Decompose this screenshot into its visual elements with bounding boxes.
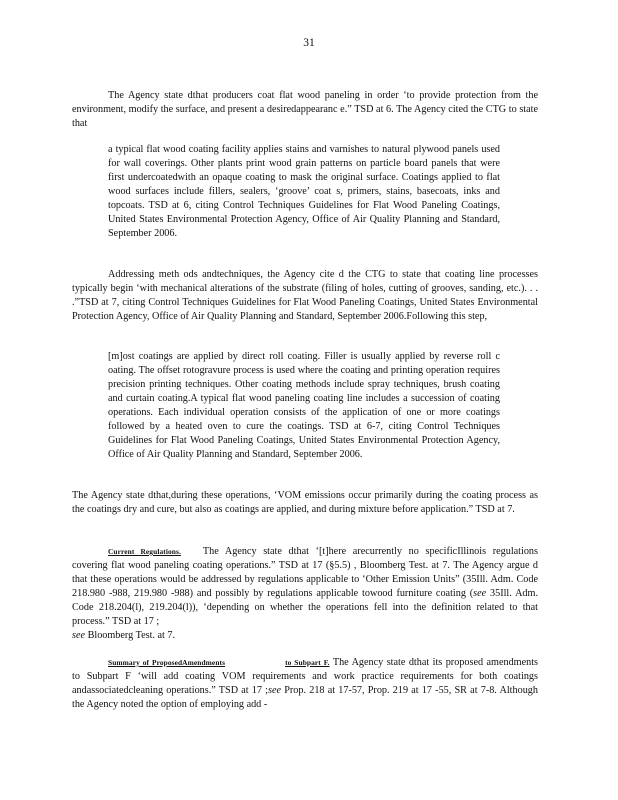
paragraph-producers-coat: The Agency state dthat producers coat flat wood paneling in order ‘to provide protection from the environment, modify the surface, and present a desiredappearanc e.” TSD at 6. The Agency cited the CTG to state that — [72, 90, 538, 129]
current-regulations-text-a: The Agency state dthat ‘[t]here arecurrently no specificIllinois regulations covering flat wood paneling coating operations.” TSD at 17 (§5.5) , Bloomberg Test. at 7. The Agency argue d that these operations would be addressed by regulations applicable to ‘Other Emission Units” (35Ill. Adm. Code 218.980 -988, 219.980 -988) and possibly by regulations applicable towood furniture coating ( — [72, 546, 538, 599]
summary-text-b: Prop. 218 at 17-57, Prop. 219 at 17 -55, SR at 7-8. Although the Agency noted the option of employing add - — [72, 685, 538, 710]
see-signal: see — [473, 588, 487, 599]
heading-subpart-f: to Subpart F. — [285, 658, 330, 667]
heading-current-regulations: Current Regulations. — [108, 547, 181, 556]
page-number: 31 — [303, 37, 315, 49]
paragraph-current-regulations — [72, 545, 538, 643]
see-signal: see — [72, 630, 86, 641]
paragraph-summary-amendments — [72, 656, 538, 712]
summary-text-a: The Agency state dthat its proposed amendments to Subpart F ‘will add coating VOM requirements and work practice requirements for both coatings andassociatedcleaning operations.” TSD at 17 ; — [72, 657, 539, 696]
current-regulations-text-b: 35Ill. Adm. Code 218.204(l), 219.204(l)), ‘depending on whether the operations fell into the definition related to that process.” TSD at 17 ; — [72, 588, 538, 627]
current-regulations-text-c: Bloomberg Test. at 7. — [85, 630, 176, 641]
block-quote-facility: a typical flat wood coating facility applies stains and varnishes to natural plywood panels used for wall coverings. Other plants print wood grain patterns on particle board panels that were first undercoatedwith an opaque coating to mask the original surface. Coatings applied to flat wood surfaces include fillers, sealers, ‘groove’ coat s, primers, stains, basecoats, inks and topcoats. TSD at 6, citing Control Techniques Guidelines for Flat Wood Paneling Coatings, United States Environmental Protection Agency, Office of Air Quality Planning and Standard, September 2006. — [108, 144, 500, 239]
heading-summary-amendments: Summary of ProposedAmendments — [108, 658, 226, 667]
paragraph-methods-techniques: Addressing meth ods andtechniques, the Agency cite d the CTG to state that coating line processes typically begin ‘with mechanical alterations of the substrate (filing of holes, cutting of grooves, sanding, etc.). . . .”TSD at 7, citing Control Techniques Guidelines for Flat Wood Paneling Coatings, United States Environmental Protection Agency, Office of Air Quality Planning and Standard, September 2006.Following this step, — [72, 269, 538, 322]
see-signal: see — [268, 685, 282, 696]
block-quote-roll-coating: [m]ost coatings are applied by direct roll coating. Filler is usually applied by reverse roll c oating. The offset rotogravure process is used where the coating and printing operation requires precision printing techniques. Other coating methods include spray techniques, brush coating and curtain coating.A typical flat wood paneling coating line includes a succession of coating operations. Each individual operation consists of the application of one or more coatings followed by a heated oven to cure the coatings. TSD at 6-7, citing Control Techniques Guidelines for Flat Wood Paneling Coatings, United States Environmental Protection Agency, Office of Air Quality Planning and Standard, September 2006. — [108, 351, 500, 460]
paragraph-vom-emissions: The Agency state dthat,during these operations, ‘VOM emissions occur primarily during the coating process as the coatings dry and cure, but also as coatings are applied, and during mixture before application.” TSD at 7. — [72, 490, 538, 515]
